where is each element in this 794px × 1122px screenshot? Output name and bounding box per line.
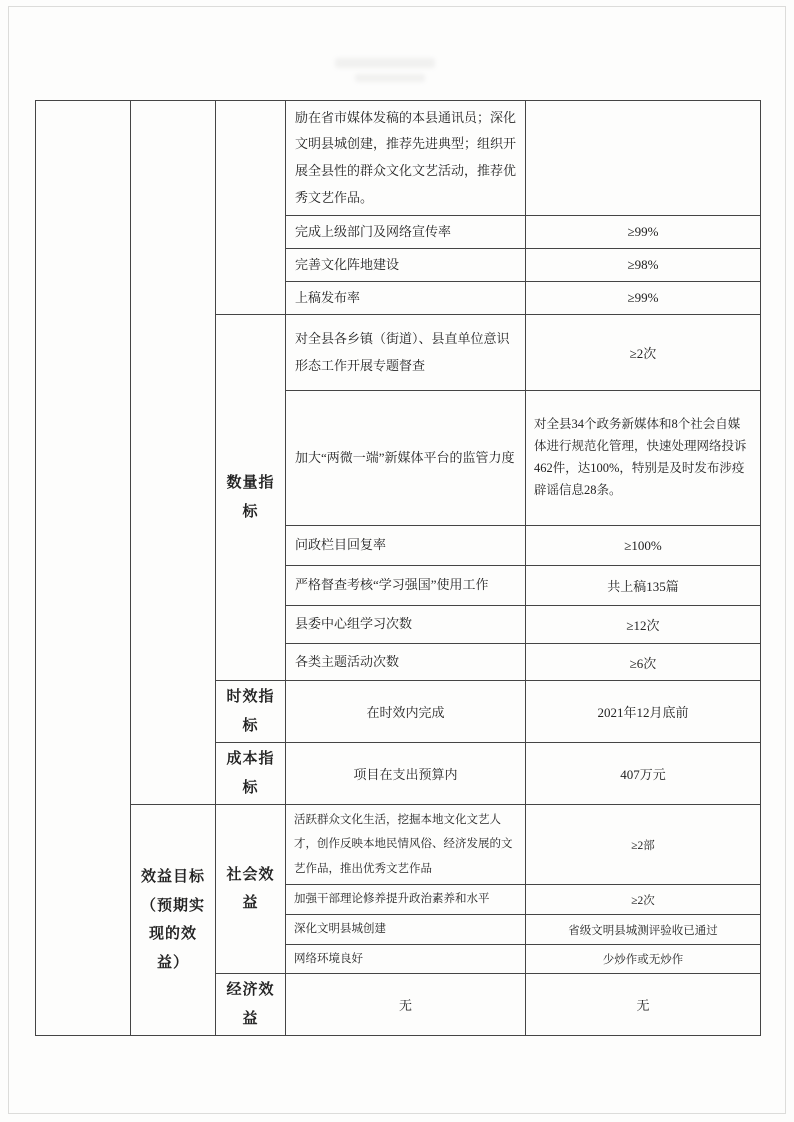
indicator-value: ≥6次 [526, 644, 761, 681]
benefit-goal-header: 效益目标（预期实现的效益） [131, 805, 216, 1036]
indicator-label: 对全县各乡镇（街道）、县直单位意识形态工作开展专题督查 [286, 315, 526, 391]
indicator-label: 无 [286, 974, 526, 1036]
time-indicator-header: 时效指标 [216, 681, 286, 743]
quantity-indicator-header: 数量指标 [216, 315, 286, 681]
indicator-value: 少炒作或无炒作 [526, 945, 761, 974]
indicator-value: 407万元 [526, 743, 761, 805]
left-spanning-empty-cell [36, 101, 131, 1036]
indicator-label: 加大“两微一端”新媒体平台的监管力度 [286, 391, 526, 526]
indicator-label: 严格督查考核“学习强国”使用工作 [286, 566, 526, 606]
indicator-label: 网络环境良好 [286, 945, 526, 974]
indicator-value: 无 [526, 974, 761, 1036]
indicator-value: ≥12次 [526, 606, 761, 644]
indicator-label: 在时效内完成 [286, 681, 526, 743]
category-spanning-empty-cell [131, 101, 216, 805]
table-row [36, 805, 761, 885]
indicator-label: 完善文化阵地建设 [286, 249, 526, 282]
performance-indicator-table [35, 100, 760, 1036]
indicator-value: ≥99% [526, 216, 761, 249]
indicator-label: 深化文明县城创建 [286, 915, 526, 945]
indicator-value: 共上稿135篇 [526, 566, 761, 606]
scan-artifact [335, 58, 435, 68]
indicator-label: 项目在支出预算内 [286, 743, 526, 805]
indicator-value: ≥2部 [526, 805, 761, 885]
indicator-value [526, 101, 761, 216]
social-benefit-header: 社会效益 [216, 805, 286, 974]
indicator-label: 活跃群众文化生活，挖掘本地文化文艺人才，创作反映本地民情风俗、经济发展的文艺作品，推出优秀文艺作品 [286, 805, 526, 885]
indicator-value: ≥98% [526, 249, 761, 282]
table-row [36, 101, 761, 216]
indicator-value: 2021年12月底前 [526, 681, 761, 743]
indicator-label: 加强干部理论修养提升政治素养和水平 [286, 885, 526, 915]
economic-benefit-header: 经济效益 [216, 974, 286, 1036]
indicator-label: 各类主题活动次数 [286, 644, 526, 681]
cost-indicator-header: 成本指标 [216, 743, 286, 805]
indicator-value: ≥100% [526, 526, 761, 566]
indicator-value: ≥99% [526, 282, 761, 315]
indicator-value: 省级文明县城测评验收已通过 [526, 915, 761, 945]
indicator-label: 完成上级部门及网络宣传率 [286, 216, 526, 249]
indicator-label: 问政栏目回复率 [286, 526, 526, 566]
scan-artifact [355, 74, 425, 82]
indicator-label: 上稿发布率 [286, 282, 526, 315]
indicator-value: ≥2次 [526, 885, 761, 915]
indicator-value: ≥2次 [526, 315, 761, 391]
indicator-value: 对全县34个政务新媒体和8个社会自媒体进行规范化管理，快速处理网络投诉462件，达100%，特别是及时发布涉疫辟谣信息28条。 [526, 391, 761, 526]
indicator-type-empty-cell [216, 101, 286, 315]
indicator-label: 励在省市媒体发稿的本县通讯员；深化文明县城创建，推荐先进典型；组织开展全县性的群众文化文艺活动，推荐优秀文艺作品。 [286, 101, 526, 216]
indicator-label: 县委中心组学习次数 [286, 606, 526, 644]
